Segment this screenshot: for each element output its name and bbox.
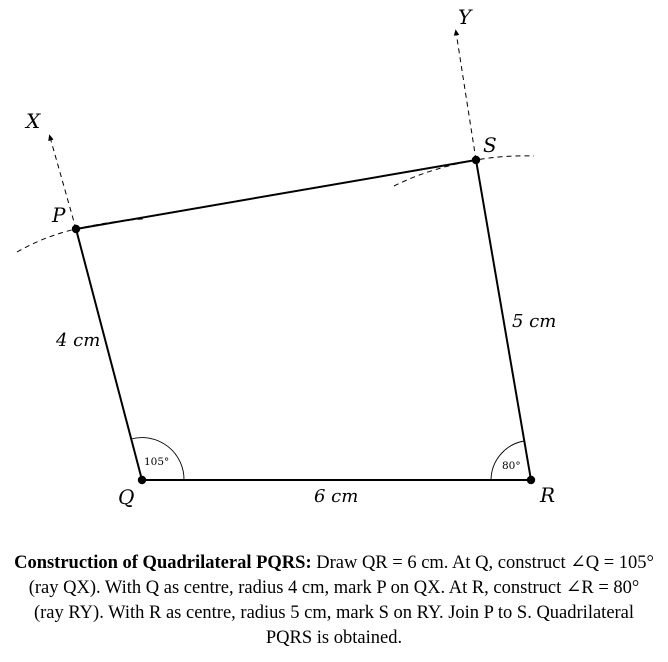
vertex-q-dot bbox=[138, 476, 146, 484]
label-p: P bbox=[52, 203, 66, 227]
label-x: X bbox=[26, 109, 41, 133]
construction-caption bbox=[14, 551, 654, 651]
vertex-r-dot bbox=[527, 476, 535, 484]
label-s: S bbox=[483, 133, 497, 157]
length-label-pq: 4 cm bbox=[56, 330, 101, 351]
label-r: R bbox=[540, 483, 556, 507]
length-label-rs: 5 cm bbox=[512, 311, 557, 332]
label-q: Q bbox=[118, 485, 135, 509]
length-label-qr: 6 cm bbox=[314, 486, 359, 507]
side-pq bbox=[76, 229, 142, 480]
caption-heading: Construction of Quadrilateral PQRS: bbox=[14, 553, 312, 573]
vertex-s-dot bbox=[472, 156, 480, 164]
caption-body: Draw QR = 6 cm. At Q, construct ∠Q = 105° (ray QX). With Q as centre, radius 4 cm, mark P on QX. At R, construct ∠R = 80° (ray RY). With R as centre, radius 5 cm, mark S on RY. Join P to S. Quadrilateral PQRS is obtained. bbox=[28, 553, 654, 648]
ray-ry bbox=[456, 32, 476, 160]
angle-label-q: 105° bbox=[144, 456, 170, 468]
label-y: Y bbox=[458, 5, 472, 29]
vertex-p-dot bbox=[72, 225, 80, 233]
angle-label-r: 80° bbox=[502, 460, 521, 472]
side-ps bbox=[76, 160, 476, 229]
